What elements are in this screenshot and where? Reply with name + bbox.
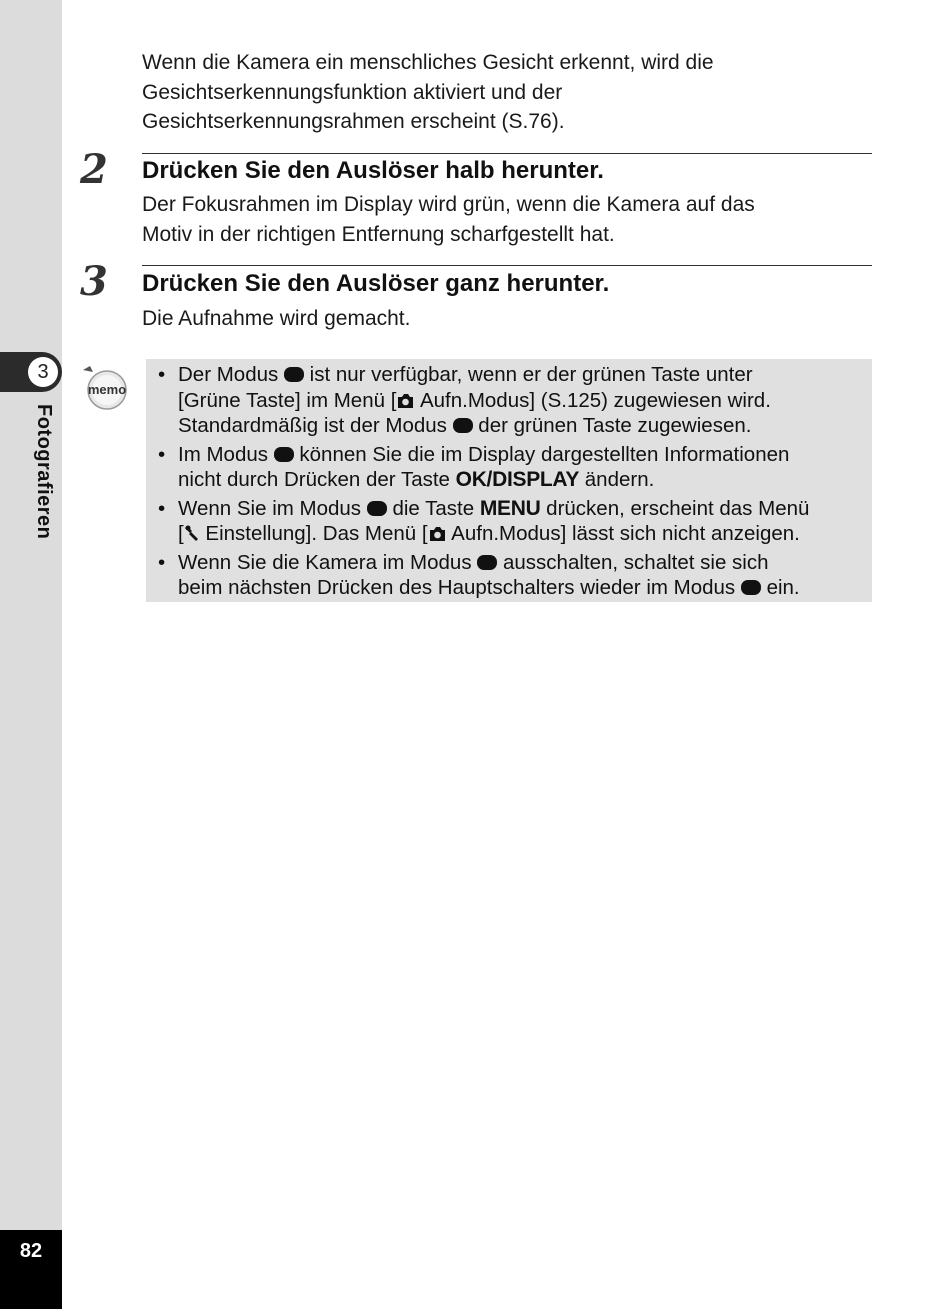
- camera-icon: [396, 392, 415, 409]
- camera-icon: [428, 525, 447, 542]
- green-mode-icon: [274, 447, 294, 462]
- step-number: 2: [80, 146, 108, 193]
- chapter-title: Fotografieren: [33, 404, 55, 540]
- chapter-number: 3: [28, 357, 58, 387]
- step-title: Drücken Sie den Auslöser halb herunter.: [142, 157, 604, 184]
- chapter-sidebar: [0, 0, 62, 1309]
- memo-note: • Wenn Sie im Modus die Taste MENU drücken, erscheint das Menü [ Einstellung]. Das Menü [ Aufn.Modus] lässt sich nicht anzeigen.: [156, 496, 868, 547]
- memo-note: • Wenn Sie die Kamera im Modus ausschalten, schaltet sie sich beim nächsten Drücken des Hauptschalters wieder im Modus ein.: [156, 550, 868, 601]
- intro-line: Gesichtserkennungsrahmen erscheint (S.76).: [142, 110, 565, 133]
- step-number: 3: [80, 258, 108, 305]
- step-description: [142, 190, 862, 250]
- green-mode-icon: [477, 555, 497, 570]
- memo-icon: [80, 362, 130, 410]
- intro-line: Gesichtserkennungsfunktion aktiviert und der: [142, 80, 563, 104]
- step-title: Drücken Sie den Auslöser ganz herunter.: [142, 270, 610, 297]
- step-divider: [142, 153, 872, 154]
- page-number: 82: [19, 1240, 43, 1262]
- wrench-icon: [184, 524, 200, 542]
- step-line: Motiv in der richtigen Entfernung scharfgestellt hat.: [142, 223, 615, 246]
- intro-line: Wenn die Kamera ein menschliches Gesicht erkennt, wird die: [142, 51, 714, 74]
- memo-notes: [156, 362, 868, 604]
- green-mode-icon: [741, 580, 761, 595]
- intro-paragraph: [142, 48, 862, 137]
- memo-icon-label: memo: [87, 382, 127, 397]
- step-description: [142, 304, 862, 334]
- ok-display-key-label: OK/DISPLAY: [455, 468, 580, 491]
- menu-key-label: MENU: [479, 496, 541, 520]
- step-line: Die Aufnahme wird gemacht.: [142, 307, 411, 330]
- memo-note: • Der Modus ist nur verfügbar, wenn er der grünen Taste unter [Grüne Taste] im Menü [ Aufn.Modus] (S.125) zugewiesen wird. Standardmäßig ist der Modus der grünen Taste zugewiesen.: [156, 362, 868, 439]
- green-mode-icon: [367, 501, 387, 516]
- memo-note: • Im Modus können Sie die im Display dargestellten Informationen nicht durch Drücken der Taste OK/DISPLAY ändern.: [156, 442, 868, 493]
- green-mode-icon: [284, 367, 304, 382]
- green-mode-icon: [453, 418, 473, 433]
- step-line: Der Fokusrahmen im Display wird grün, wenn die Kamera auf das: [142, 193, 755, 216]
- step-divider: [142, 265, 872, 266]
